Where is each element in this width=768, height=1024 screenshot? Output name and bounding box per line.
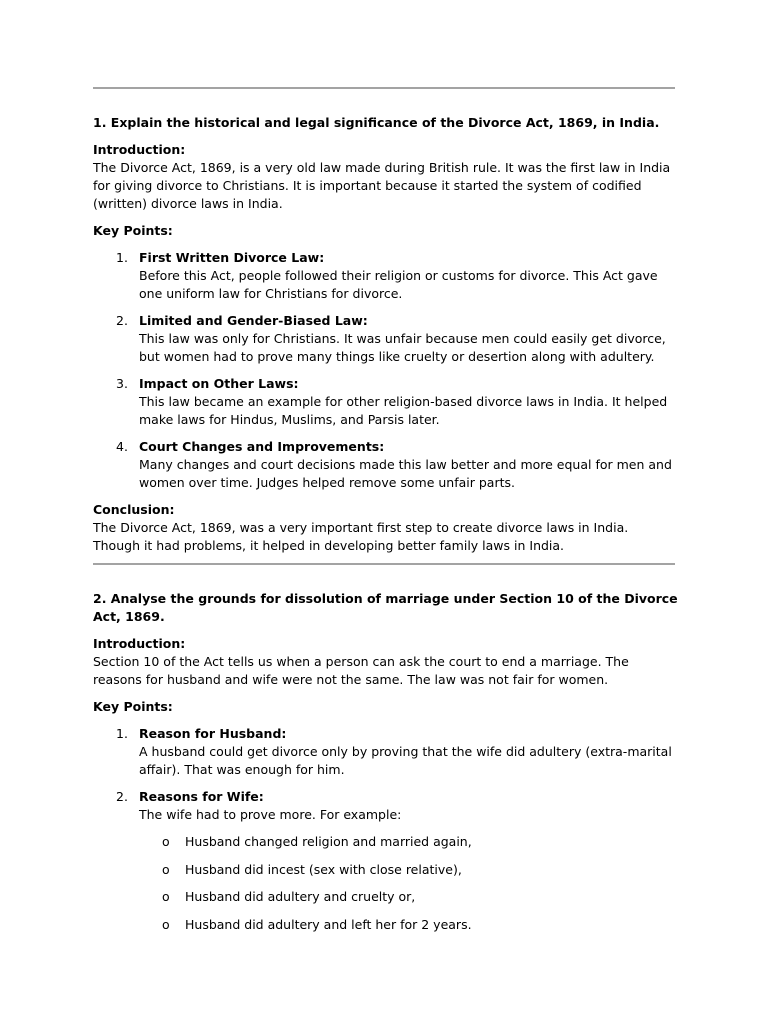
wife-reason-item xyxy=(139,888,678,906)
q1-introduction-text: The Divorce Act, 1869, is a very old law made during British rule. It was the first law in India for giving divorce to Christians. It is important because it started the system of codified (written) divorce laws in India. xyxy=(93,160,671,211)
point-title: Court Changes and Improvements: xyxy=(139,439,385,454)
q1-point-1 xyxy=(93,249,678,303)
q1-key-points-list xyxy=(93,249,678,492)
point-title: Reason for Husband: xyxy=(139,726,287,741)
list-number: 2. xyxy=(116,789,128,804)
q2-introduction-label: Introduction: xyxy=(93,636,186,651)
point-text: A husband could get divorce only by proving that the wife did adultery (extra-marital affair). That was enough for him. xyxy=(139,744,672,777)
q2-point-2 xyxy=(93,788,678,934)
q1-point-3 xyxy=(93,375,678,429)
wife-reason-item xyxy=(139,916,678,934)
q1-introduction-label: Introduction: xyxy=(93,142,186,157)
point-text: Many changes and court decisions made this law better and more equal for men and women over time. Judges helped remove some unfair parts. xyxy=(139,457,672,490)
middle-divider xyxy=(93,563,675,565)
wife-reasons-list xyxy=(139,833,678,934)
point-text: This law became an example for other religion-based divorce laws in India. It helped make laws for Hindus, Muslims, and Parsis later. xyxy=(139,394,668,427)
q1-conclusion-text: The Divorce Act, 1869, was a very important first step to create divorce laws in India. Though it had problems, it helped in developing better family laws in India. xyxy=(93,520,629,553)
wife-reason-item xyxy=(139,861,678,879)
q1-key-points-label: Key Points: xyxy=(93,223,173,238)
list-number: 1. xyxy=(116,250,128,265)
list-number: 3. xyxy=(116,376,128,391)
point-text: This law was only for Christians. It was unfair because men could easily get divorce, but women had to prove many things like cruelty or desertion along with adultery. xyxy=(139,331,666,364)
q1-point-4 xyxy=(93,438,678,492)
wife-reason-text: Husband changed religion and married again, xyxy=(185,834,472,849)
hollow-bullet-icon: o xyxy=(162,916,170,932)
hollow-bullet-icon: o xyxy=(162,861,170,877)
list-number: 4. xyxy=(116,439,128,454)
list-number: 1. xyxy=(116,726,128,741)
top-divider xyxy=(93,87,675,89)
wife-reason-text: Husband did adultery and left her for 2 years. xyxy=(185,916,472,932)
q2-introduction-text: Section 10 of the Act tells us when a person can ask the court to end a marriage. The reasons for husband and wife were not the same. The law was not fair for women. xyxy=(93,654,629,687)
hollow-bullet-icon: o xyxy=(162,834,170,849)
q1-point-2 xyxy=(93,312,678,366)
point-text: Before this Act, people followed their religion or customs for divorce. This Act gave one uniform law for Christians for divorce. xyxy=(139,268,658,301)
question-1-title: 1. Explain the historical and legal significance of the Divorce Act, 1869, in India. xyxy=(93,115,660,130)
q2-key-points-label: Key Points: xyxy=(93,699,173,714)
question-2-title: 2. Analyse the grounds for dissolution of marriage under Section 10 of the Divorce Act, 1869. xyxy=(93,591,678,624)
wife-reason-text: Husband did adultery and cruelty or, xyxy=(185,889,416,904)
question-1-section xyxy=(93,114,678,555)
q2-key-points-list xyxy=(93,725,678,934)
point-title: Impact on Other Laws: xyxy=(139,376,299,391)
point-title: Limited and Gender-Biased Law: xyxy=(139,313,368,328)
point-text: The wife had to prove more. For example: xyxy=(139,807,402,822)
question-2-section xyxy=(93,590,678,943)
q2-point-1 xyxy=(93,725,678,779)
wife-reason-item xyxy=(139,833,678,851)
point-title: First Written Divorce Law: xyxy=(139,250,325,265)
q1-conclusion-label: Conclusion: xyxy=(93,502,175,517)
wife-reason-text: Husband did incest (sex with close relative), xyxy=(185,861,462,877)
hollow-bullet-icon: o xyxy=(162,889,170,904)
point-title: Reasons for Wife: xyxy=(139,789,264,804)
list-number: 2. xyxy=(116,313,128,328)
